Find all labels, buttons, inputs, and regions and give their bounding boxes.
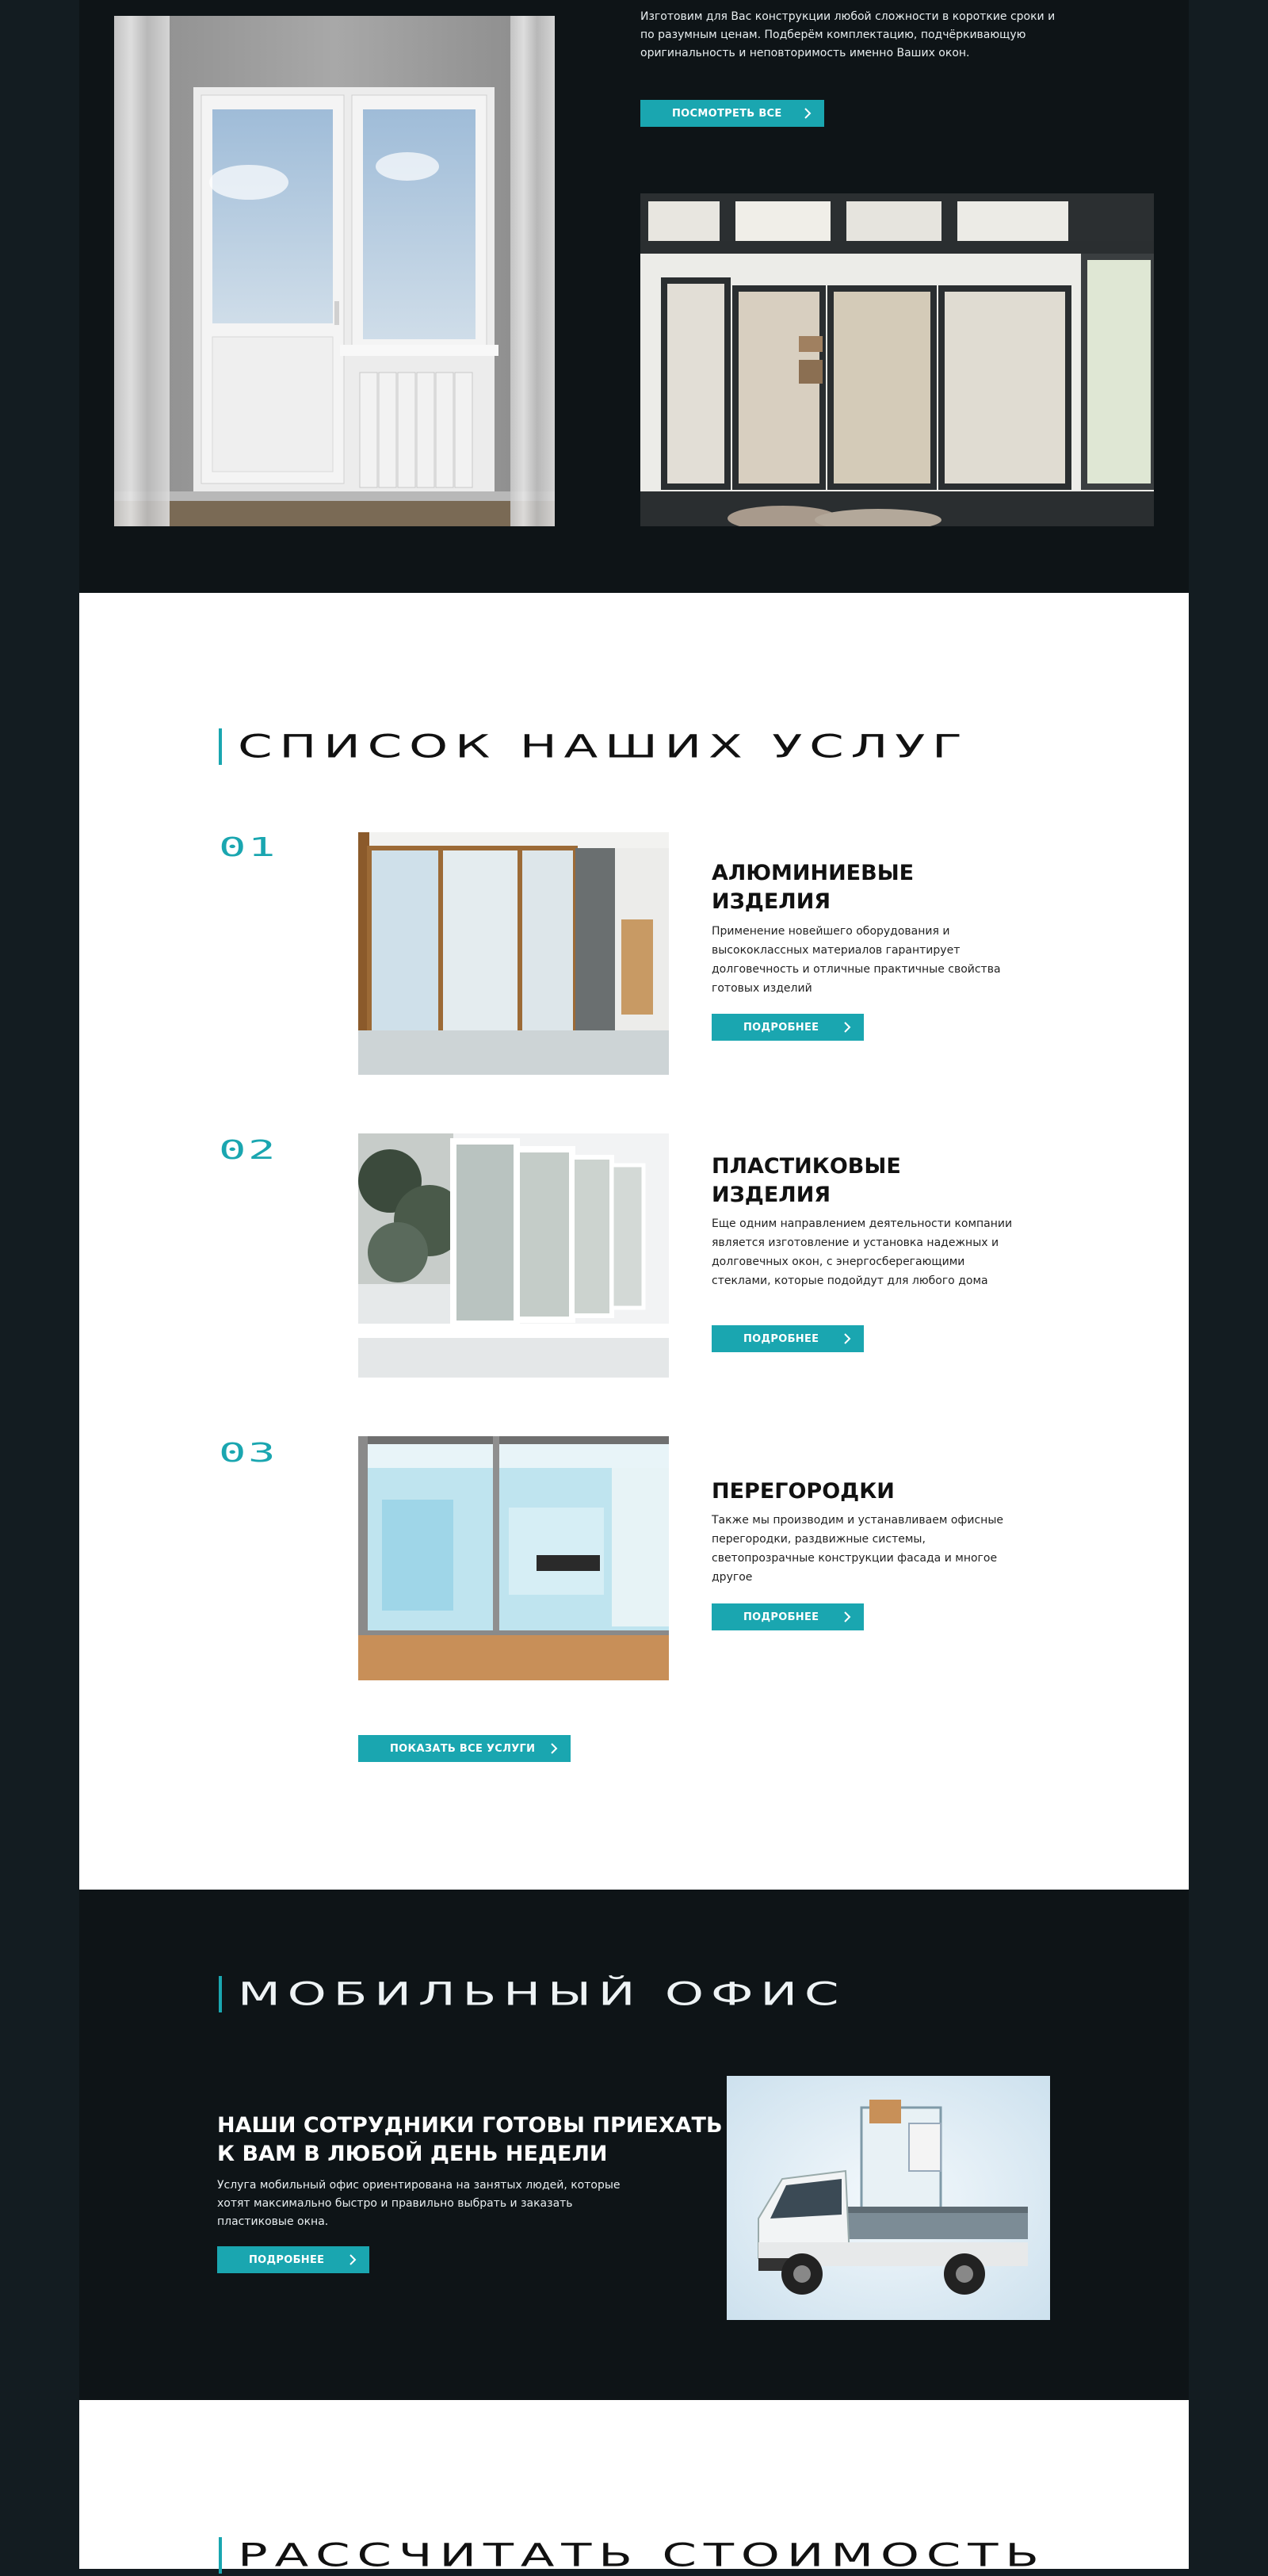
balcony-door-image	[114, 16, 555, 526]
calculate-cost-section-title	[219, 2535, 1046, 2576]
page	[79, 0, 1189, 2574]
plastic-service-text: Еще одним направлением деятельности компании является изготовление и установка надежных и долговечных окон, с энергосберегающими стеклами, которые подойдут для любого дома	[712, 1217, 1013, 1287]
service-number: 02	[219, 1135, 278, 1166]
services-section-title	[219, 726, 969, 767]
title-accent-bar	[219, 1976, 222, 2012]
partitions-service-title: ПЕРЕГОРОДКИ	[712, 1479, 895, 1504]
chevron-right-icon	[347, 2246, 358, 2273]
aluminium-service-image	[358, 832, 669, 1075]
details-button-label: ПОДРОБНЕЕ	[743, 1332, 819, 1345]
mobile-office-text: Услуга мобильный офис ориентирована на занятых людей, которые хотят максимально быстро и правильно выбрать и заказать пластиковые окна.	[217, 2179, 621, 2228]
calculate-cost-title-text: РАССЧИТАТЬ СТОИМОСТЬ	[238, 2536, 1046, 2574]
service-number: 03	[219, 1438, 278, 1469]
hero-section	[79, 0, 1189, 593]
show-all-services-button[interactable]	[358, 1735, 571, 1762]
view-all-button[interactable]	[640, 100, 824, 127]
aluminium-windows-image	[640, 193, 1154, 526]
delivery-truck-image	[727, 2076, 1050, 2320]
partitions-details-button[interactable]	[712, 1603, 864, 1630]
services-title-text: СПИСОК НАШИХ УСЛУГ	[238, 728, 969, 766]
aluminium-service-text: Применение новейшего оборудования и высококлассных материалов гарантирует долговечность и отличные практичные свойства готовых изделий	[712, 925, 1001, 995]
chevron-right-icon	[842, 1014, 853, 1041]
mobile-office-details-button[interactable]	[217, 2246, 369, 2273]
service-number: 01	[219, 832, 278, 863]
details-button-label: ПОДРОБНЕЕ	[743, 1021, 819, 1034]
title-accent-bar	[219, 728, 222, 765]
chevron-right-icon	[802, 100, 813, 127]
show-all-services-label: ПОКАЗАТЬ ВСЕ УСЛУГИ	[390, 1742, 536, 1755]
mobile-office-section	[79, 1890, 1189, 2400]
view-all-button-label: ПОСМОТРЕТЬ ВСЕ	[672, 107, 782, 120]
services-section	[79, 593, 1189, 1890]
calculate-cost-section	[79, 2400, 1189, 2574]
partitions-service-image	[358, 1436, 669, 1680]
plastic-details-button[interactable]	[712, 1325, 864, 1352]
details-button-label: ПОДРОБНЕЕ	[249, 2253, 325, 2266]
chevron-right-icon	[842, 1325, 853, 1352]
mobile-office-section-title	[219, 1974, 846, 2015]
details-button-label: ПОДРОБНЕЕ	[743, 1611, 819, 1623]
mobile-office-heading: НАШИ СОТРУДНИКИ ГОТОВЫ ПРИЕХАТЬ К ВАМ В ЛЮБОЙ ДЕНЬ НЕДЕЛИ	[217, 2113, 723, 2166]
chevron-right-icon	[842, 1603, 853, 1630]
hero-description: Изготовим для Вас конструкции любой сложности в короткие сроки и по разумным ценам. Подберём комплектацию, подчёркивающую оригинальность и неповторимость именно Ваших окон.	[640, 10, 1056, 59]
aluminium-details-button[interactable]	[712, 1014, 864, 1041]
aluminium-service-title: АЛЮМИНИЕВЫЕ ИЗДЕЛИЯ	[712, 861, 915, 914]
plastic-service-image	[358, 1133, 669, 1378]
plastic-service-title: ПЛАСТИКОВЫЕ ИЗДЕЛИЯ	[712, 1154, 901, 1207]
chevron-right-icon	[548, 1735, 560, 1762]
partitions-service-text: Также мы производим и устанавливаем офисные перегородки, раздвижные системы, светопрозрачные конструкции фасада и многое другое	[712, 1514, 1003, 1584]
mobile-office-title-text: МОБИЛЬНЫЙ ОФИС	[238, 1975, 846, 2013]
title-accent-bar	[219, 2537, 222, 2574]
